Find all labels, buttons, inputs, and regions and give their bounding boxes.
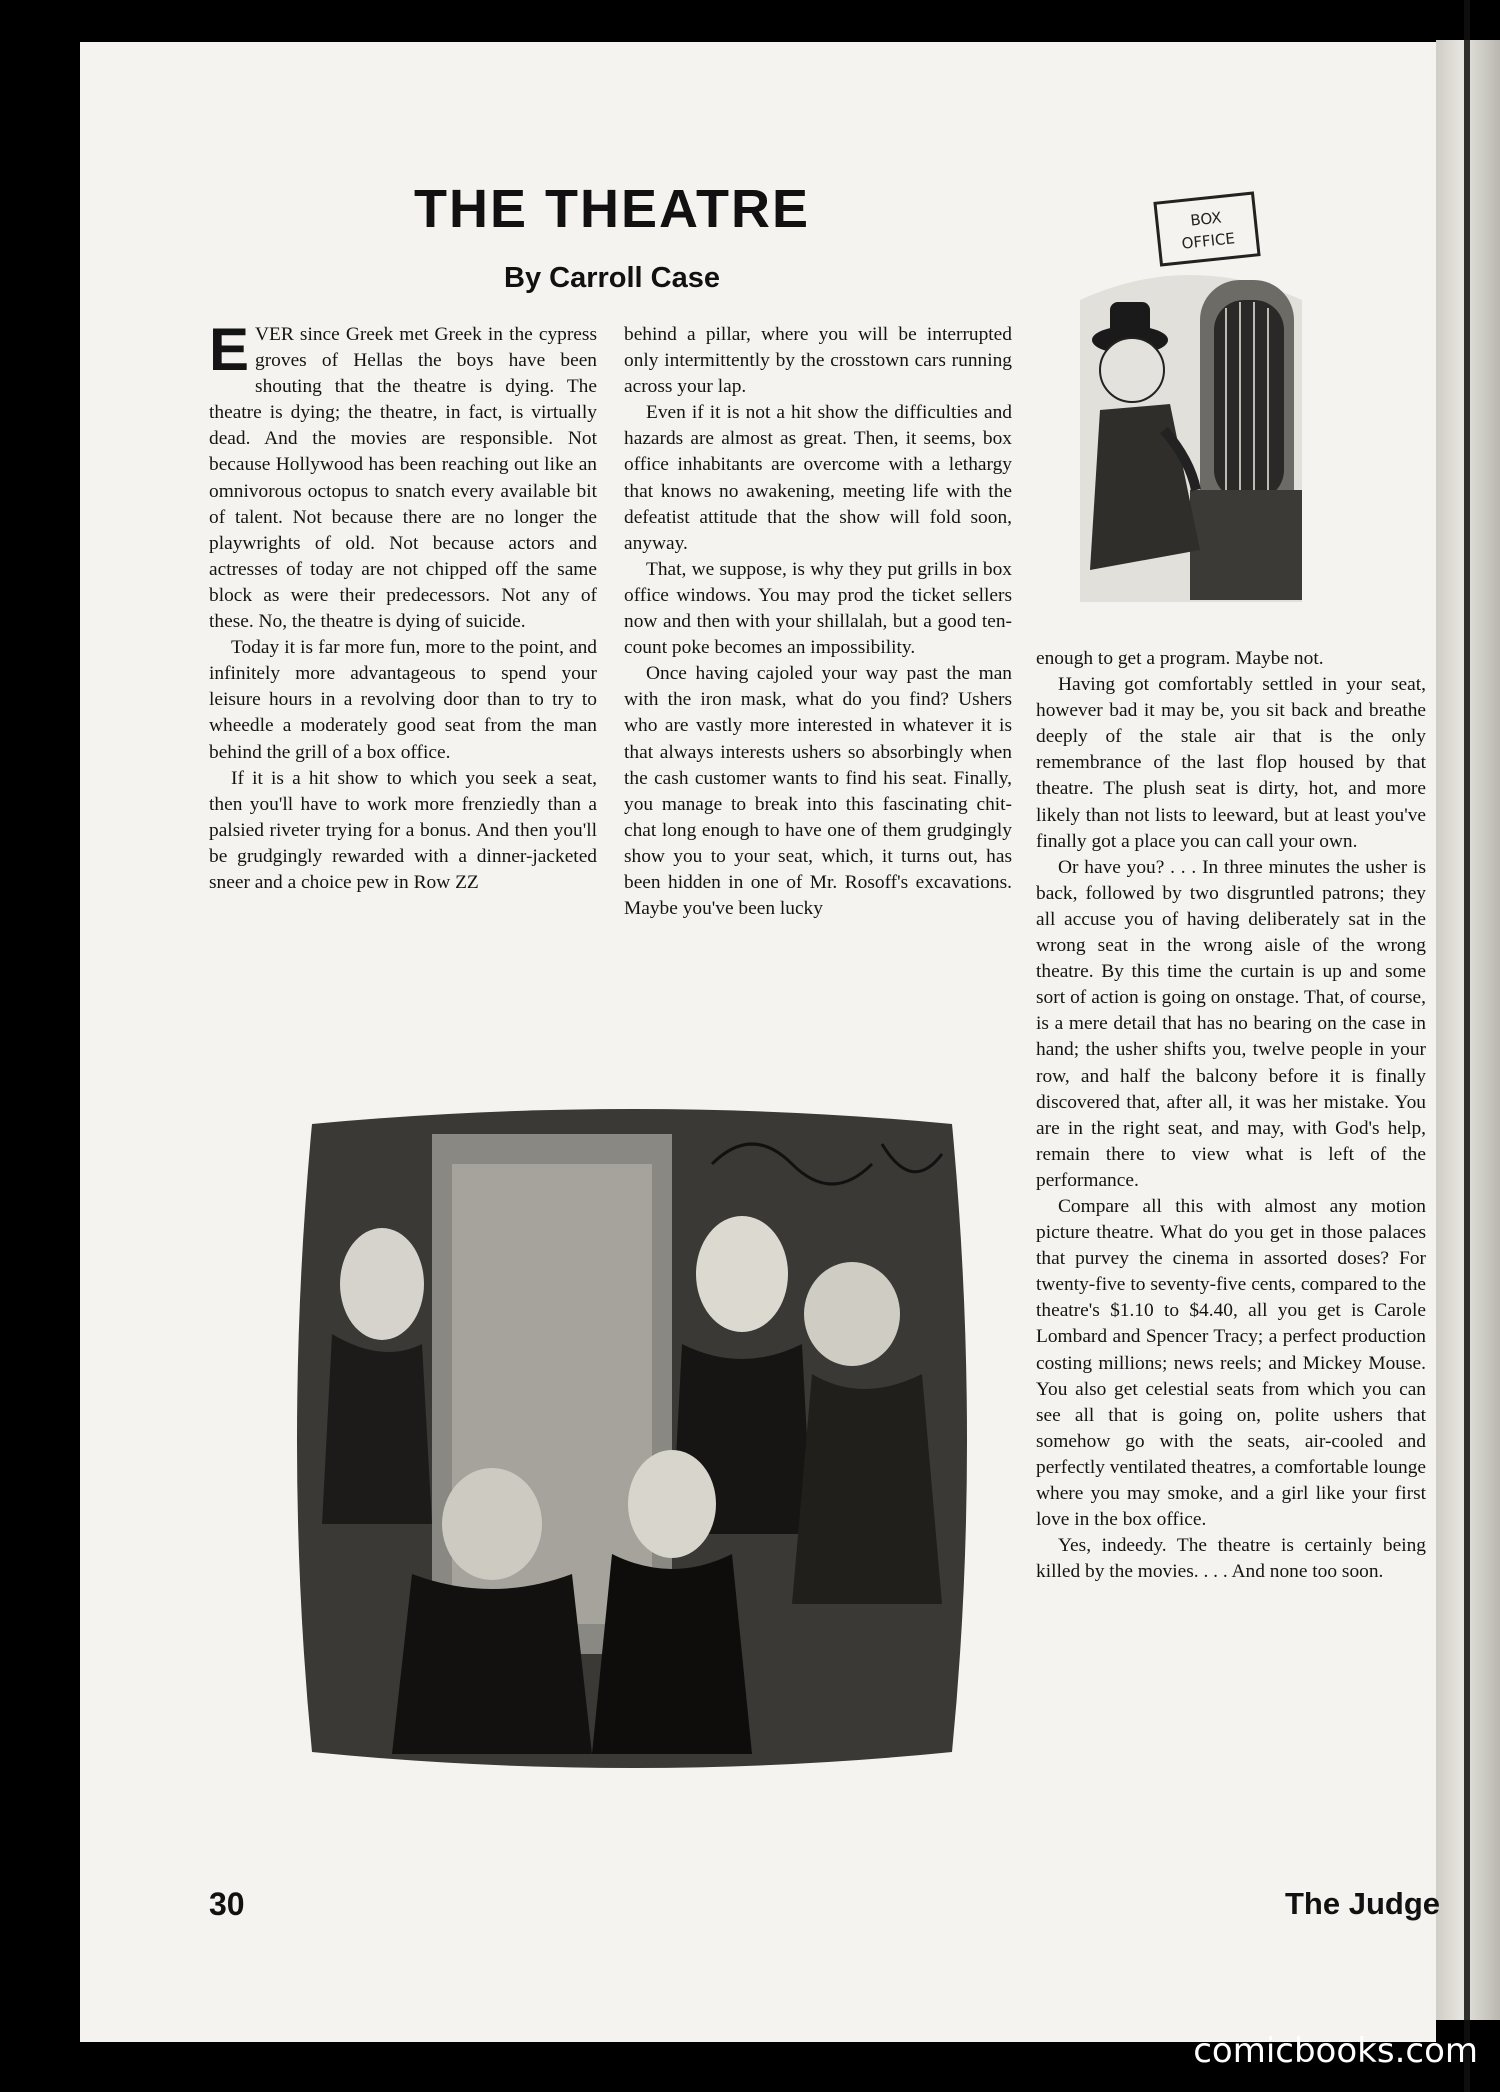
article-title: THE THEATRE (414, 179, 810, 239)
watermark-text: comicbooks.com (1193, 2031, 1478, 2071)
box-office-sign-text: OFFICE (1180, 229, 1236, 253)
box-office-illustration (1080, 190, 1302, 602)
text-column-3 (1036, 646, 1426, 1585)
paragraph: Having got comfortably settled in your seat, however bad it may be, you sit back and breathe deeply of the stale air that is the only remembrance of the last flop housed by that theatre. The plush seat is dirty, hot, and more likely than not lists to leeward, but at least you've finally got a place you can call your own. (1036, 674, 1426, 852)
paragraph: enough to get a program. Maybe not. (1036, 648, 1324, 669)
paragraph: That, we suppose, is why they put grills in box office windows. You may prod the ticket sellers now and then with your shillalah, but a good ten-count poke becomes an impossibility. (624, 558, 1012, 659)
paragraph (209, 316, 597, 635)
paragraph: Today it is far more fun, more to the point, and infinitely more advantageous to spend your leisure hours in a revolving door than to try to wheedle a moderately good seat from the man behind the grill of a box office. (209, 637, 597, 763)
paragraph: Or have you? . . . In three minutes the usher is back, followed by two disgruntled patrons; they all accuse you of having deliberately sat in the wrong seat in the wrong aisle of the wrong theatre. By this time the curtain is up and some sort of action is going on onstage. That, of course, is a mere detail that has no bearing on the case in hand; the usher shifts you, twelve people in your row, and half the balcony before it is finally discovered that, after all, it was her mistake. You are in the right seat, and may, with God's help, remain there to view what is left of the performance. (1036, 856, 1426, 1191)
paragraph: Once having cajoled your way past the man with the iron mask, what do you find? Ushers who are vastly more interested in whatever it is that always interests ushers so absorbingly when the cash customer wants to find his seat. Finally, you manage to break into this fascinating chit-chat long enough to have one of them grudgingly show you to your seat, which, it turns out, has been hidden in one of Mr. Rosoff's excavations. Maybe you've been lucky (624, 663, 1012, 920)
magazine-name: The Judge (1284, 1886, 1440, 1921)
site-watermark (1118, 2020, 1478, 2082)
paragraph: Compare all this with almost any motion picture theatre. What do you get in those palaces that purvey the cinema in assorted doses? For twenty-five to seventy-five cents, compared to the theatre's $1.10 to $4.40, all you get is Carole Lombard and Spencer Tracy; a perfect production costing millions; news reels; and Mickey Mouse. You also get celestial seats from which you can see all that is going on, polite ushers that somehow go with the seats, air-cooled and perfectly ventilated theatres, a comfortable lounge where you may smoke, and a girl like your first love in the box office. (1036, 1195, 1426, 1531)
paragraph: behind a pillar, where you will be interrupted only intermittently by the crosstown cars running across your lap. (624, 324, 1012, 398)
page-number: 30 (209, 1886, 245, 1922)
paragraph: Even if it is not a hit show the difficulties and hazards are almost as great. Then, it seems, box office inhabitants are overcome with a lethargy that knows no awakening, meeting life with the defeatist attitude that the show will fold soon, anyway. (624, 402, 1012, 554)
theatre-audience-illustration (292, 1104, 972, 1772)
text-column-2 (624, 322, 1012, 922)
drop-cap: E (209, 316, 250, 383)
box-office-sign-text: BOX (1189, 208, 1223, 230)
paragraph: If it is a hit show to which you seek a seat, then you'll have to work more frenziedly than a palsied riveter trying for a bonus. And then you'll be grudgingly rewarded with a dinner-jacketed sneer and a choice pew in Row ZZ (209, 767, 597, 893)
paragraph-text: VER since Greek met Greek in the cypress groves of Hellas the boys have been shouting that the theatre is dying. The theatre is dying; the theatre, in fact, is virtually dead. And the movies are responsible. Not because Hollywood has been reaching out like an omnivorous octopus to snatch every available bit of talent. Not because there are no longer the playwrights of old. Not because actors and actresses of today are not chipped off the same block as were their predecessors. Not any of these. No, the theatre is dying of suicide. (209, 324, 597, 633)
paragraph: Yes, indeedy. The theatre is certainly being killed by the movies. . . . And none too soon. (1036, 1535, 1426, 1583)
page-gutter (1464, 0, 1470, 2092)
text-column-1 (209, 316, 597, 896)
article-byline: By Carroll Case (504, 262, 720, 294)
